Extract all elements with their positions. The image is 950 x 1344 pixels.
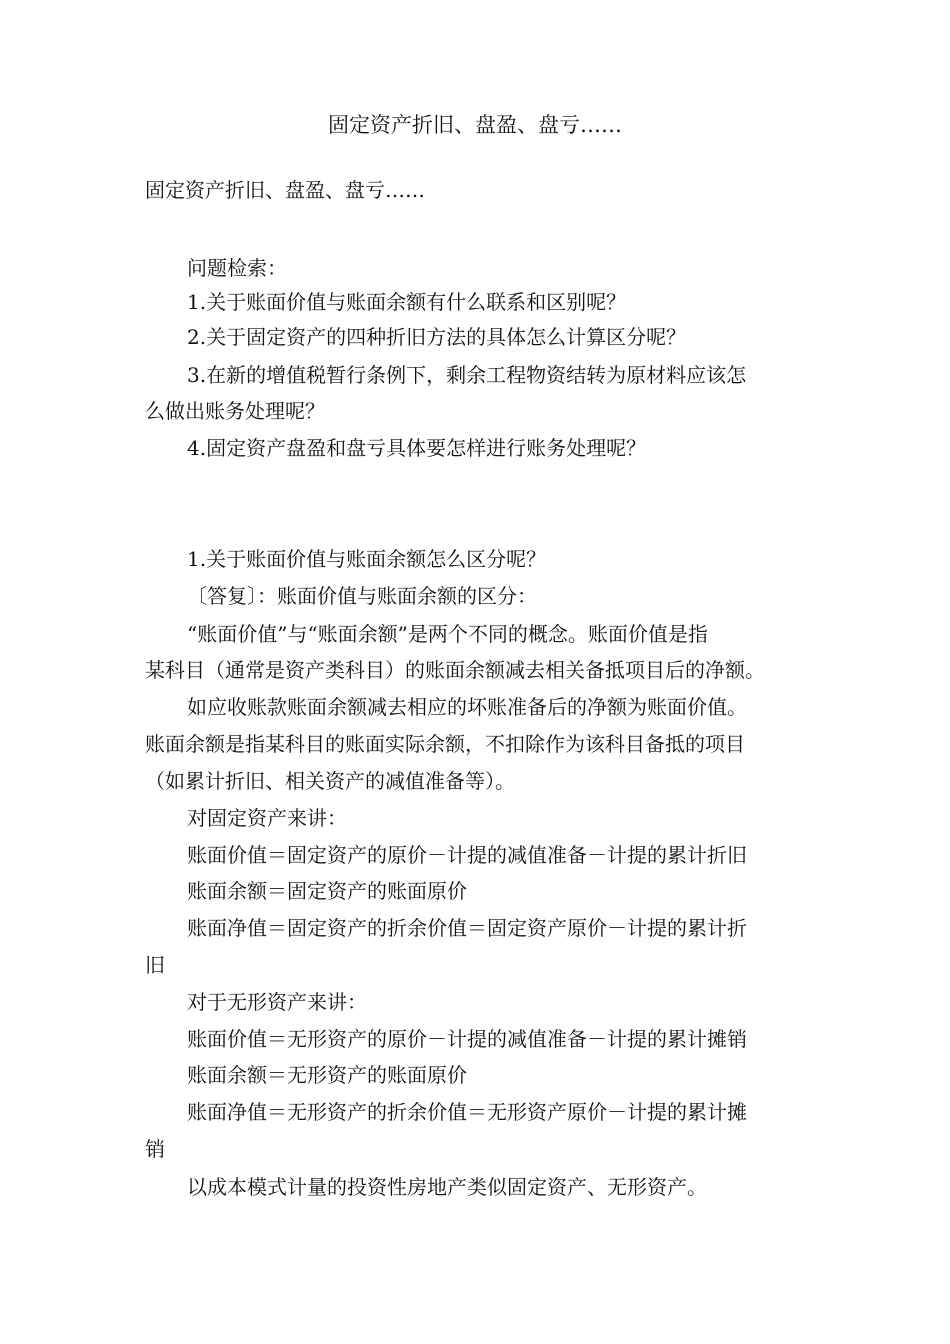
paragraph-line: 账面余额是指某科目的账面实际余额，不扣除作为该科目备抵的项目 [145,732,745,756]
answer-1-heading: 1.关于账面价值与账面余额怎么区分呢？ [187,547,547,571]
paragraph-line: （如累计折旧、相关资产的减值准备等）。 [145,769,515,793]
paragraph-line: 以成本模式计量的投资性房地产类似固定资产、无形资产。 [187,1175,707,1199]
formula-line-continued: 销 [145,1137,165,1161]
formula-line: 账面余额＝无形资产的账面原价 [187,1063,467,1087]
question-1: 1.关于账面价值与账面余额有什么联系和区别呢？ [187,290,627,314]
intangible-assets-heading: 对于无形资产来讲： [187,990,367,1014]
paragraph-line: 如应收账款账面余额减去相应的坏账准备后的净额为账面价值。 [187,695,747,719]
document-title: 固定资产折旧、盘盈、盘亏…… [328,113,622,137]
question-3: 3.在新的增值税暂行条例下，剩余工程物资结转为原材料应该怎 [187,363,747,387]
paragraph-line: “账面价值”与“账面余额”是两个不同的概念。账面价值是指 [187,622,708,646]
fixed-assets-heading: 对固定资产来讲： [187,806,347,830]
answer-1-reply: 〔答复〕：账面价值与账面余额的区分： [187,584,537,608]
formula-line: 账面价值＝无形资产的原价－计提的减值准备－计提的累计摊销 [187,1027,747,1051]
formula-line: 账面价值＝固定资产的原价－计提的减值准备－计提的累计折旧 [187,843,747,867]
question-3-continued: 么做出账务处理呢？ [145,399,325,423]
document-subtitle: 固定资产折旧、盘盈、盘亏…… [145,178,425,202]
formula-line: 账面净值＝固定资产的折余价值＝固定资产原价－计提的累计折 [187,916,747,940]
formula-line: 账面净值＝无形资产的折余价值＝无形资产原价－计提的累计摊 [187,1100,747,1124]
question-2: 2.关于固定资产的四种折旧方法的具体怎么计算区分呢？ [187,325,687,349]
paragraph-line: 某科目（通常是资产类科目）的账面余额减去相关备抵项目后的净额。 [145,658,765,682]
formula-line: 账面余额＝固定资产的账面原价 [187,879,467,903]
formula-line-continued: 旧 [145,953,165,977]
question-4: 4.固定资产盘盈和盘亏具体要怎样进行账务处理呢？ [187,436,647,460]
question-index-heading: 问题检索： [187,256,287,280]
